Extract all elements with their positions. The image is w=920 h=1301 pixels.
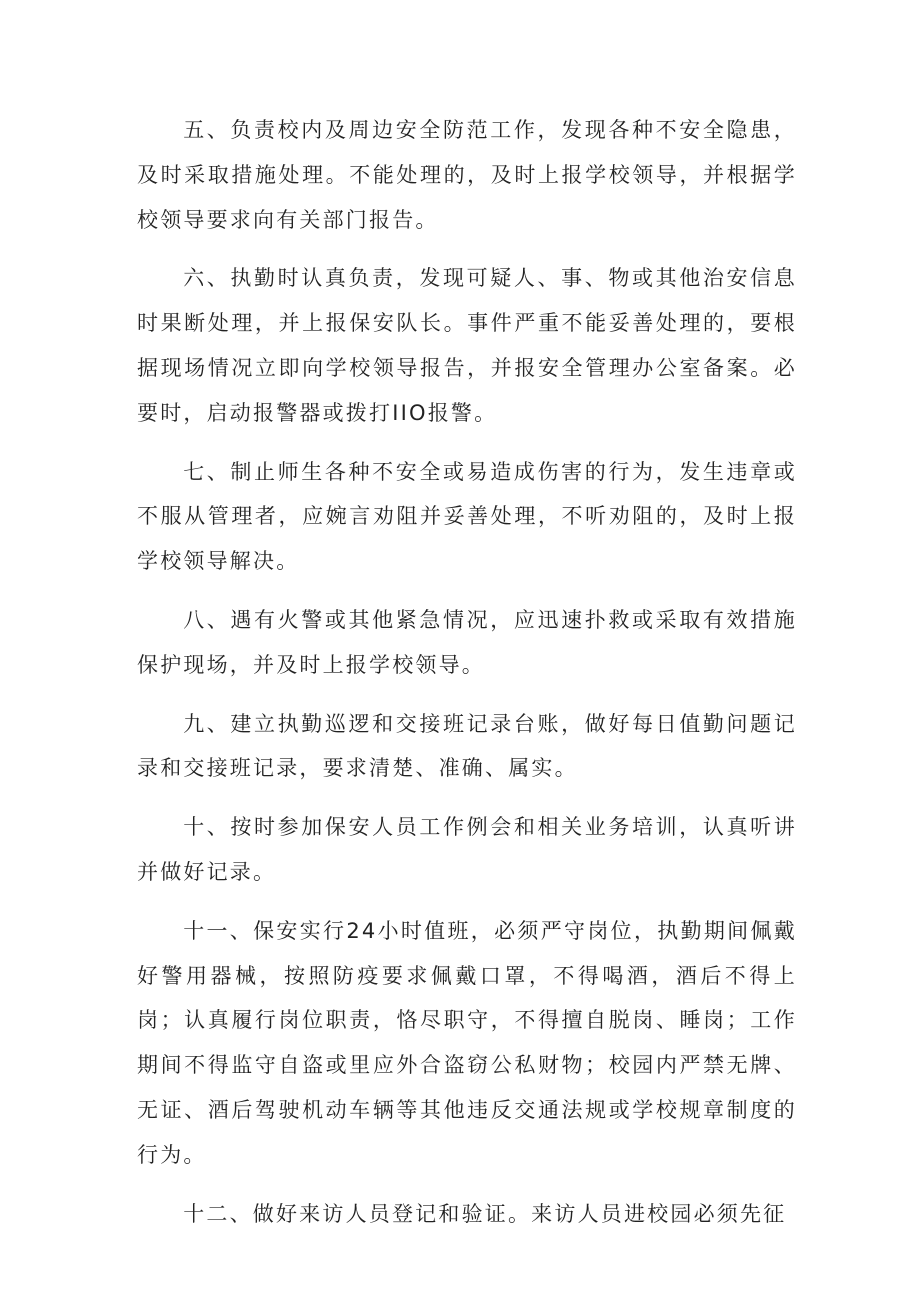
paragraph-7: 七、制止师生各种不安全或易造成伤害的行为，发生违章或不服从管理者，应婉言劝阻并妥善处理，不听劝阻的，及时上报学校领导解决。 [137, 459, 797, 574]
paragraph-10: 十、按时参加保安人员工作例会和相关业务培训，认真听讲并做好记录。 [137, 815, 797, 884]
paragraph-8: 八、遇有火警或其他紧急情况，应迅速扑救或采取有效措施保护现场，并及时上报学校领导。 [137, 607, 797, 677]
paragraph-11: 十一、保安实行24小时值班，必须严守岗位，执勤期间佩戴好警用器械，按照防疫要求佩戴口罩，不得喝酒，酒后不得上岗；认真履行岗位职责，恪尽职守，不得擅自脱岗、睡岗；工作期间不得监守自盗或里应外合盗窃公私财物；校园内严禁无牌、无证、酒后驾驶机动车辆等其他违反交通法规或学校规章制度的行为。 [137, 918, 797, 1167]
paragraph-6: 六、执勤时认真负责，发现可疑人、事、物或其他治安信息时果断处理，并上报保安队长。事件严重不能妥善处理的，要根据现场情况立即向学校领导报告，并报安全管理办公室备案。必要时，启动报警器或拨打IIO报警。 [137, 266, 797, 425]
paragraph-5: 五、负责校内及周边安全防范工作，发现各种不安全隐患，及时采取措施处理。不能处理的，及时上报学校领导，并根据学校领导要求向有关部门报告。 [137, 118, 797, 232]
paragraph-9: 九、建立执勤巡逻和交接班记录台账，做好每日值勤问题记录和交接班记录，要求清楚、准确、属实。 [137, 711, 797, 781]
paragraph-12: 十二、做好来访人员登记和验证。来访人员进校园必须先征 [183, 1201, 787, 1226]
document-body [137, 108, 797, 1250]
